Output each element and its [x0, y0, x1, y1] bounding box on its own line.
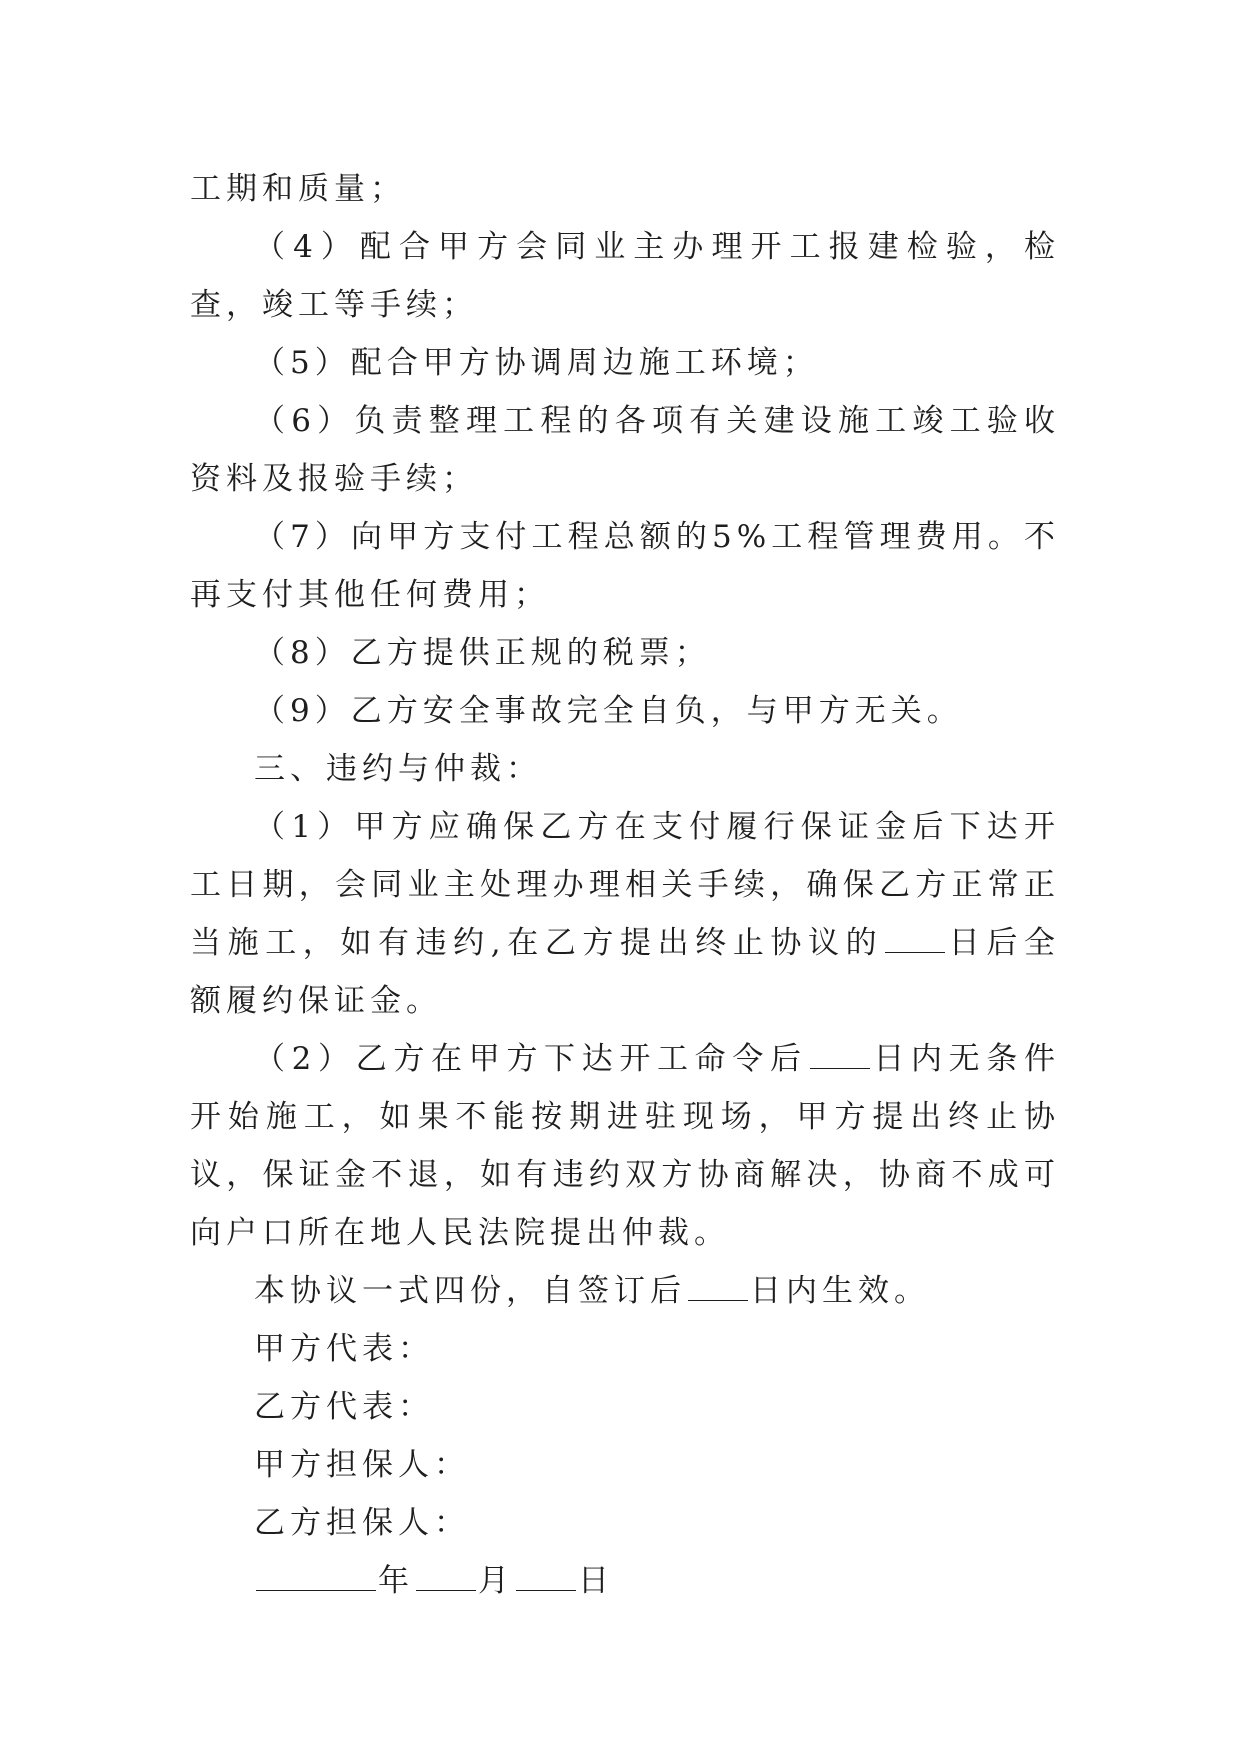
- party-a-guarantor-label: 甲方担保人：: [254, 1447, 470, 1483]
- breach-clause-2-text: （2）乙方在甲方下达开工命令后: [254, 1041, 808, 1077]
- year-label: 年: [378, 1563, 414, 1599]
- section-heading-breach-arbitration: 三、违约与仲裁：: [254, 751, 542, 787]
- effective-clause: [190, 1262, 1060, 1320]
- party-a-representative-label: 甲方代表：: [254, 1331, 434, 1367]
- clause-7: （7）向甲方支付工程总额的5%工程管理费用。不再支付其他任何费用；: [190, 519, 1060, 613]
- clause-4: （4）配合甲方会同业主办理开工报建检验，检查，竣工等手续；: [190, 229, 1060, 323]
- breach-clause-1-tail-after: 日后全额履约保证金。: [190, 925, 1060, 1019]
- party-b-guarantor-label: 乙方担保人：: [254, 1505, 470, 1541]
- date-line: [190, 1552, 1060, 1610]
- clause-5: （5）配合甲方协调周边施工环境；: [254, 345, 819, 381]
- effective-clause-tail: 日内生效。: [750, 1273, 930, 1309]
- blank-day-field: [516, 1560, 576, 1591]
- blank-days-field: [688, 1270, 748, 1301]
- breach-clause-1: [190, 798, 1060, 1030]
- clause-6: （6）负责整理工程的各项有关建设施工竣工验收资料及报验手续；: [190, 403, 1060, 497]
- clause-9: （9）乙方安全事故完全自负，与甲方无关。: [254, 693, 963, 729]
- blank-days-field: [885, 922, 945, 953]
- breach-clause-2: [190, 1030, 1060, 1262]
- breach-clause-2-tail: 日内无条件开始施工，如果不能按期进驻现场，甲方提出终止协议，保证金不退，如有违约双方协商解决，协商不成可向户口所在地人民法院提出仲裁。: [190, 1041, 1060, 1251]
- breach-clause-1-tail-before: 如有违约,在乙方提出终止协议的: [340, 925, 884, 961]
- breach-clause-1-text: （1）甲方应确保乙方在支付履行保证金后下达开工日期，会同业主处理办理相关手续，确保乙方正常正当施工，: [190, 809, 1060, 961]
- paragraph-duration-quality: 工期和质量；: [190, 171, 406, 207]
- blank-month-field: [416, 1560, 476, 1591]
- party-b-representative-label: 乙方代表：: [254, 1389, 434, 1425]
- document-body: [190, 160, 1060, 1610]
- effective-clause-text: 本协议一式四份，自签订后: [254, 1273, 686, 1309]
- blank-days-field: [810, 1038, 870, 1069]
- day-label: 日: [578, 1563, 614, 1599]
- month-label: 月: [478, 1563, 514, 1599]
- blank-year-field: [256, 1560, 376, 1591]
- clause-8: （8）乙方提供正规的税票；: [254, 635, 711, 671]
